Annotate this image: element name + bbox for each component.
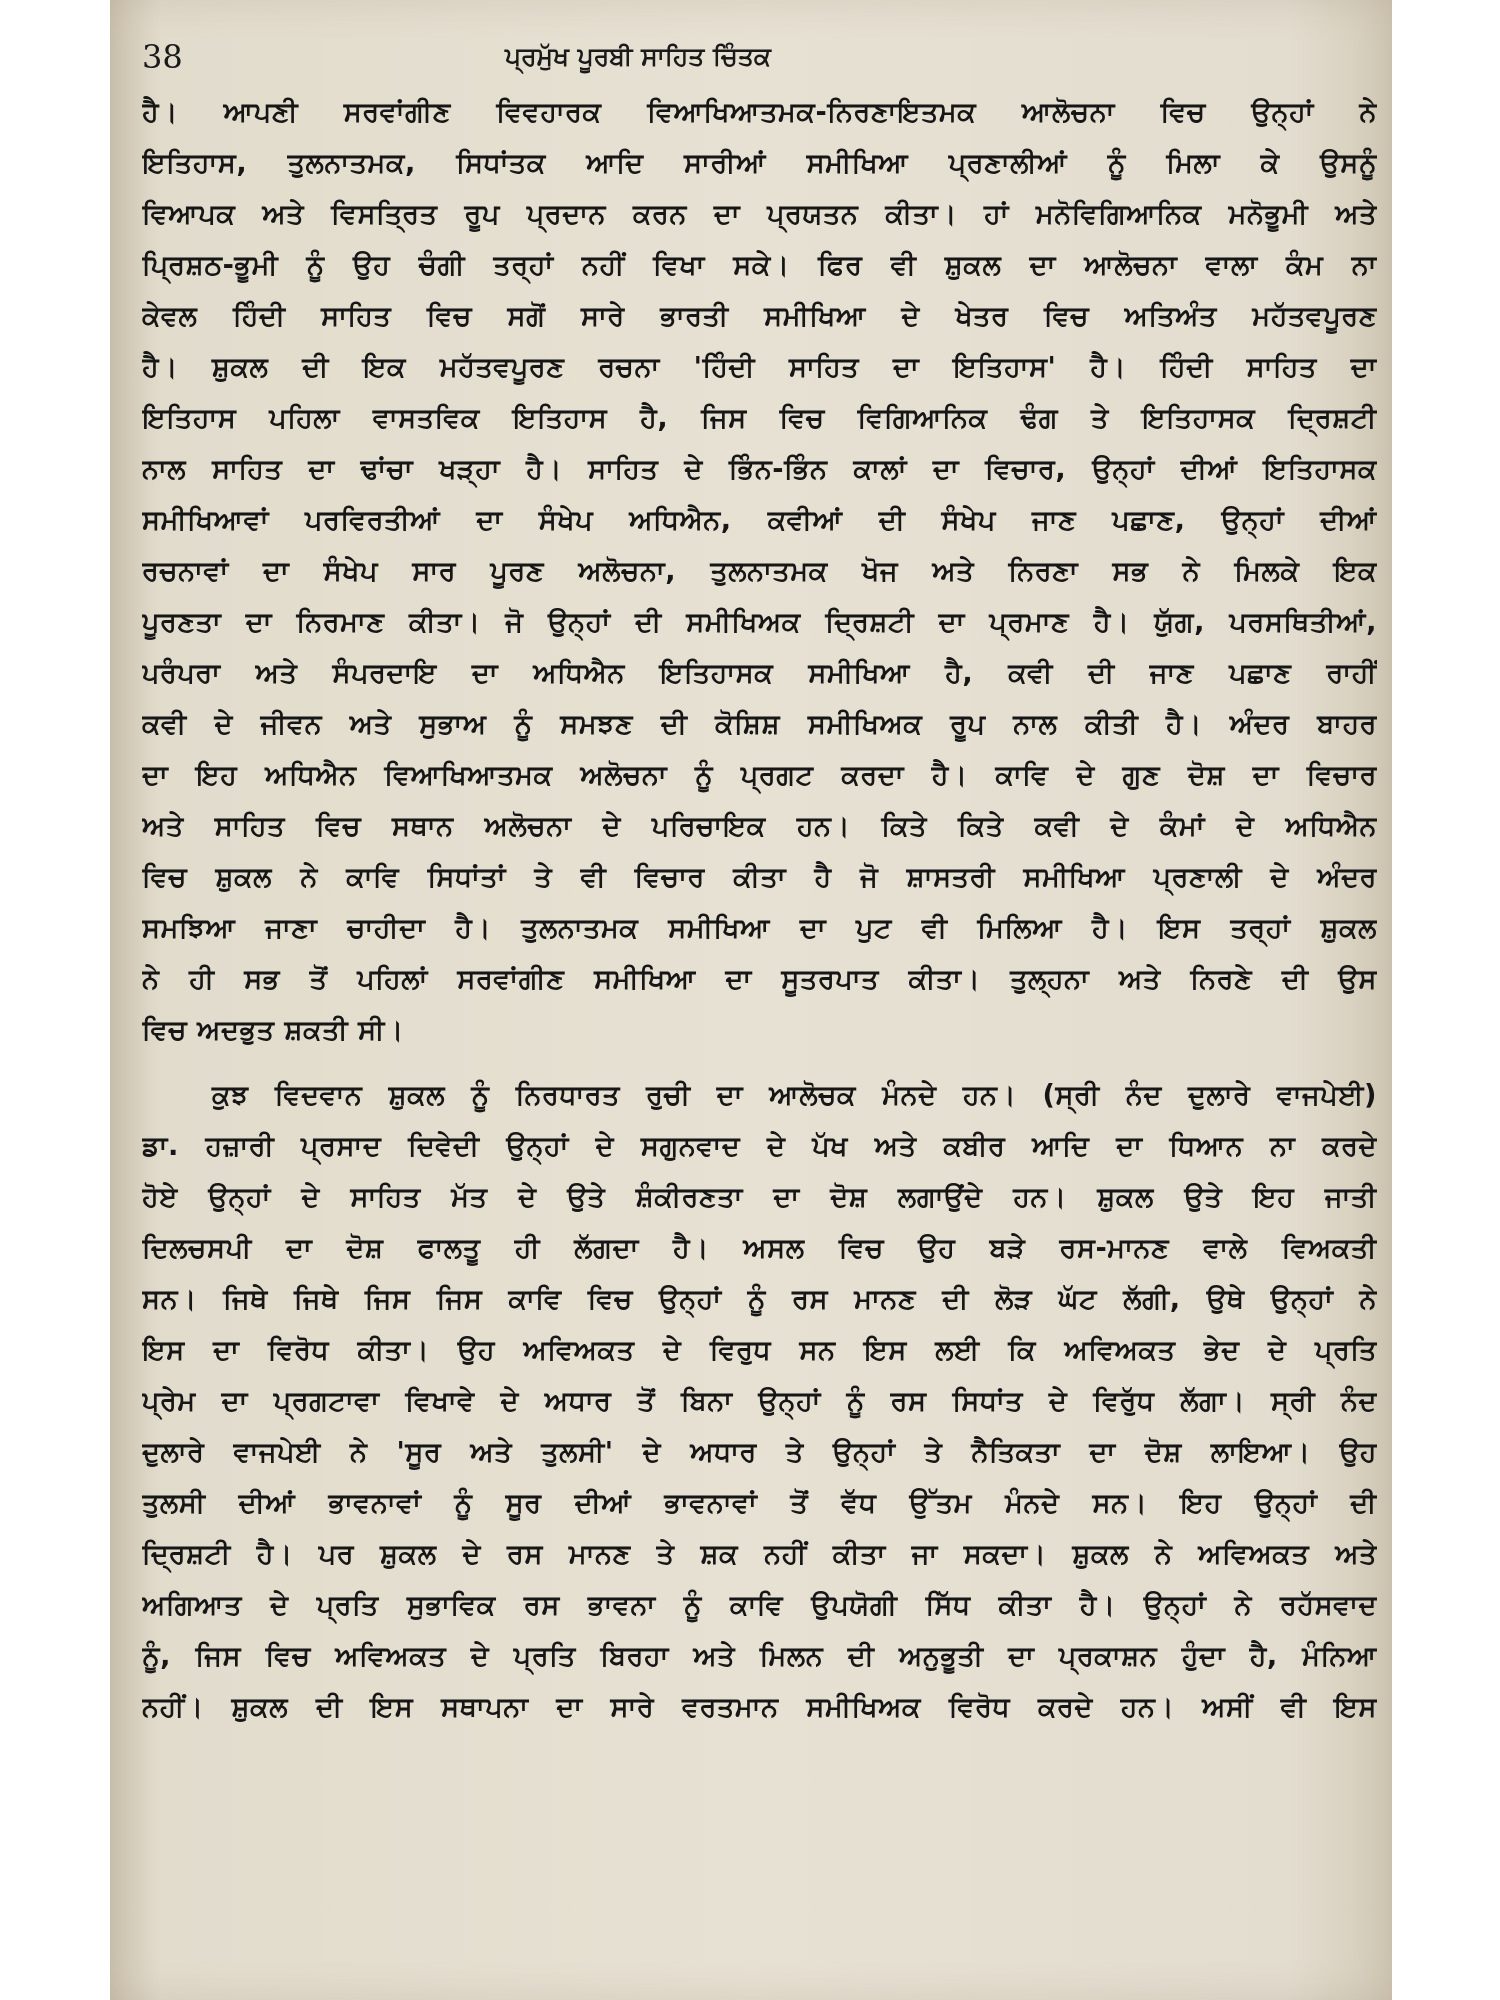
text-line: ਵਿਆਪਕ ਅਤੇ ਵਿਸਤ੍ਰਿਤ ਰੂਪ ਪ੍ਰਦਾਨ ਕਰਨ ਦਾ ਪ੍ਰਯਤਨ ਕੀਤਾ। ਹਾਂ ਮਨੋਵਿਗਿਆਨਿਕ ਮਨੋਭੂਮੀ ਅਤੇ — [142, 199, 1377, 230]
text-line: ਦਾ ਇਹ ਅਧਿਐਨ ਵਿਆਖਿਆਤਮਕ ਅਲੋਚਨਾ ਨੂੰ ਪ੍ਰਗਟ ਕਰਦਾ ਹੈ। ਕਾਵਿ ਦੇ ਗੁਣ ਦੋਸ਼ ਦਾ ਵਿਚਾਰ — [142, 760, 1377, 791]
text-line: ਡਾ. ਹਜ਼ਾਰੀ ਪ੍ਰਸਾਦ ਦਿਵੇਦੀ ਉਨ੍ਹਾਂ ਦੇ ਸਗੁਨਵਾਦ ਦੇ ਪੱਖ ਅਤੇ ਕਬੀਰ ਆਦਿ ਦਾ ਧਿਆਨ ਨਾ ਕਰਦੇ — [142, 1131, 1377, 1162]
text-line: ਪੂਰਣਤਾ ਦਾ ਨਿਰਮਾਣ ਕੀਤਾ। ਜੋ ਉਨ੍ਹਾਂ ਦੀ ਸਮੀਖਿਅਕ ਦ੍ਰਿਸ਼ਟੀ ਦਾ ਪ੍ਰਮਾਣ ਹੈ। ਯੁੱਗ, ਪਰਸਥਿਤੀਆਂ, — [142, 607, 1377, 638]
paragraph-2 — [142, 1070, 1377, 1733]
text-line: ਇਸ ਦਾ ਵਿਰੋਧ ਕੀਤਾ। ਉਹ ਅਵਿਅਕਤ ਦੇ ਵਿਰੁਧ ਸਨ ਇਸ ਲਈ ਕਿ ਅਵਿਅਕਤ ਭੇਦ ਦੇ ਪ੍ਰਤਿ — [142, 1335, 1377, 1366]
text-line: ਰਚਨਾਵਾਂ ਦਾ ਸੰਖੇਪ ਸਾਰ ਪੂਰਣ ਅਲੋਚਨਾ, ਤੁਲਨਾਤਮਕ ਖੋਜ ਅਤੇ ਨਿਰਣਾ ਸਭ ਨੇ ਮਿਲਕੇ ਇਕ — [142, 556, 1377, 587]
text-line: ਦੁਲਾਰੇ ਵਾਜਪੇਈ ਨੇ 'ਸੂਰ ਅਤੇ ਤੁਲਸੀ' ਦੇ ਅਧਾਰ ਤੇ ਉਨ੍ਹਾਂ ਤੇ ਨੈਤਿਕਤਾ ਦਾ ਦੋਸ਼ ਲਾਇਆ। ਉਹ — [142, 1437, 1377, 1468]
body-text — [142, 87, 1377, 1733]
text-line: ਹੈ। ਸ਼ੁਕਲ ਦੀ ਇਕ ਮਹੱਤਵਪੂਰਣ ਰਚਨਾ 'ਹਿੰਦੀ ਸਾਹਿਤ ਦਾ ਇਤਿਹਾਸ' ਹੈ। ਹਿੰਦੀ ਸਾਹਿਤ ਦਾ — [142, 352, 1377, 383]
text-line: ਹੈ। ਆਪਣੀ ਸਰਵਾਂਗੀਣ ਵਿਵਹਾਰਕ ਵਿਆਖਿਆਤਮਕ-ਨਿਰਣਾਇਤਮਕ ਆਲੋਚਨਾ ਵਿਚ ਉਨ੍ਹਾਂ ਨੇ — [142, 97, 1377, 128]
text-line: ਨੇ ਹੀ ਸਭ ਤੋਂ ਪਹਿਲਾਂ ਸਰਵਾਂਗੀਣ ਸਮੀਖਿਆ ਦਾ ਸੂਤਰਪਾਤ ਕੀਤਾ। ਤੁਲ੍ਹਨਾ ਅਤੇ ਨਿਰਣੇ ਦੀ ਉਸ — [142, 964, 1377, 995]
page-header — [110, 38, 1392, 78]
text-line: ਕੇਵਲ ਹਿੰਦੀ ਸਾਹਿਤ ਵਿਚ ਸਗੋਂ ਸਾਰੇ ਭਾਰਤੀ ਸਮੀਖਿਆ ਦੇ ਖੇਤਰ ਵਿਚ ਅਤਿਅੰਤ ਮਹੱਤਵਪੂਰਣ — [142, 301, 1377, 332]
text-line: ਵਿਚ ਅਦਭੁਤ ਸ਼ਕਤੀ ਸੀ। — [142, 1015, 404, 1046]
book-page — [110, 0, 1392, 2000]
text-line: ਕਵੀ ਦੇ ਜੀਵਨ ਅਤੇ ਸੁਭਾਅ ਨੂੰ ਸਮਝਣ ਦੀ ਕੋਸ਼ਿਸ਼ ਸਮੀਖਿਅਕ ਰੂਪ ਨਾਲ ਕੀਤੀ ਹੈ। ਅੰਦਰ ਬਾਹਰ — [142, 709, 1377, 740]
text-line: ਦ੍ਰਿਸ਼ਟੀ ਹੈ। ਪਰ ਸ਼ੁਕਲ ਦੇ ਰਸ ਮਾਨਣ ਤੇ ਸ਼ਕ ਨਹੀਂ ਕੀਤਾ ਜਾ ਸਕਦਾ। ਸ਼ੁਕਲ ਨੇ ਅਵਿਅਕਤ ਅਤੇ — [142, 1539, 1377, 1570]
text-line: ਸਮਝਿਆ ਜਾਣਾ ਚਾਹੀਦਾ ਹੈ। ਤੁਲਨਾਤਮਕ ਸਮੀਖਿਆ ਦਾ ਪੁਟ ਵੀ ਮਿਲਿਆ ਹੈ। ਇਸ ਤਰ੍ਹਾਂ ਸ਼ੁਕਲ — [142, 913, 1377, 944]
text-line: ਨਹੀਂ। ਸ਼ੁਕਲ ਦੀ ਇਸ ਸਥਾਪਨਾ ਦਾ ਸਾਰੇ ਵਰਤਮਾਨ ਸਮੀਖਿਅਕ ਵਿਰੋਧ ਕਰਦੇ ਹਨ। ਅਸੀਂ ਵੀ ਇਸ — [142, 1692, 1377, 1723]
text-line: ਪ੍ਰੇਮ ਦਾ ਪ੍ਰਗਟਾਵਾ ਵਿਖਾਵੇ ਦੇ ਅਧਾਰ ਤੋਂ ਬਿਨਾ ਉਨ੍ਹਾਂ ਨੂੰ ਰਸ ਸਿਧਾਂਤ ਦੇ ਵਿਰੁੱਧ ਲੱਗਾ। ਸ੍ਰੀ ਨੰਦ — [142, 1386, 1377, 1417]
text-line: ਤੁਲਸੀ ਦੀਆਂ ਭਾਵਨਾਵਾਂ ਨੂੰ ਸੂਰ ਦੀਆਂ ਭਾਵਨਾਵਾਂ ਤੋਂ ਵੱਧ ਉੱਤਮ ਮੰਨਦੇ ਸਨ। ਇਹ ਉਨ੍ਹਾਂ ਦੀ — [142, 1488, 1377, 1519]
text-line: ਨਾਲ ਸਾਹਿਤ ਦਾ ਢਾਂਚਾ ਖੜ੍ਹਾ ਹੈ। ਸਾਹਿਤ ਦੇ ਭਿੰਨ-ਭਿੰਨ ਕਾਲਾਂ ਦਾ ਵਿਚਾਰ, ਉਨ੍ਹਾਂ ਦੀਆਂ ਇਤਿਹਾਸਕ — [142, 454, 1377, 485]
text-line: ਵਿਚ ਸ਼ੁਕਲ ਨੇ ਕਾਵਿ ਸਿਧਾਂਤਾਂ ਤੇ ਵੀ ਵਿਚਾਰ ਕੀਤਾ ਹੈ ਜੋ ਸ਼ਾਸਤਰੀ ਸਮੀਖਿਆ ਪ੍ਰਣਾਲੀ ਦੇ ਅੰਦਰ — [142, 862, 1377, 893]
page-number: 38 — [142, 38, 183, 76]
text-line: ਕੁਝ ਵਿਦਵਾਨ ਸ਼ੁਕਲ ਨੂੰ ਨਿਰਧਾਰਤ ਰੁਚੀ ਦਾ ਆਲੋਚਕ ਮੰਨਦੇ ਹਨ। (ਸ੍ਰੀ ਨੰਦ ਦੁਲਾਰੇ ਵਾਜਪੇਈ) — [212, 1080, 1377, 1111]
text-line: ਦਿਲਚਸਪੀ ਦਾ ਦੋਸ਼ ਫਾਲਤੂ ਹੀ ਲੱਗਦਾ ਹੈ। ਅਸਲ ਵਿਚ ਉਹ ਬੜੇ ਰਸ-ਮਾਨਣ ਵਾਲੇ ਵਿਅਕਤੀ — [142, 1233, 1377, 1264]
text-line: ਇਤਿਹਾਸ ਪਹਿਲਾ ਵਾਸਤਵਿਕ ਇਤਿਹਾਸ ਹੈ, ਜਿਸ ਵਿਚ ਵਿਗਿਆਨਿਕ ਢੰਗ ਤੇ ਇਤਿਹਾਸਕ ਦ੍ਰਿਸ਼ਟੀ — [142, 403, 1377, 434]
text-line: ਸਮੀਖਿਆਵਾਂ ਪਰਵਿਰਤੀਆਂ ਦਾ ਸੰਖੇਪ ਅਧਿਐਨ, ਕਵੀਆਂ ਦੀ ਸੰਖੇਪ ਜਾਣ ਪਛਾਣ, ਉਨ੍ਹਾਂ ਦੀਆਂ — [142, 505, 1377, 536]
text-line: ਸਨ। ਜਿਥੇ ਜਿਥੇ ਜਿਸ ਜਿਸ ਕਾਵਿ ਵਿਚ ਉਨ੍ਹਾਂ ਨੂੰ ਰਸ ਮਾਨਣ ਦੀ ਲੋੜ ਘੱਟ ਲੱਗੀ, ਉਥੇ ਉਨ੍ਹਾਂ ਨੇ — [142, 1284, 1377, 1315]
text-line: ਨੂੰ, ਜਿਸ ਵਿਚ ਅਵਿਅਕਤ ਦੇ ਪ੍ਰਤਿ ਬਿਰਹਾ ਅਤੇ ਮਿਲਨ ਦੀ ਅਨੁਭੂਤੀ ਦਾ ਪ੍ਰਕਾਸ਼ਨ ਹੁੰਦਾ ਹੈ, ਮੰਨਿਆ — [142, 1641, 1377, 1672]
running-title: ਪ੍ਰਮੁੱਖ ਪੂਰਬੀ ਸਾਹਿਤ ਚਿੰਤਕ — [505, 42, 771, 71]
text-line: ਪ੍ਰਿਸ਼ਠ-ਭੂਮੀ ਨੂੰ ਉਹ ਚੰਗੀ ਤਰ੍ਹਾਂ ਨਹੀਂ ਵਿਖਾ ਸਕੇ। ਫਿਰ ਵੀ ਸ਼ੁਕਲ ਦਾ ਆਲੋਚਨਾ ਵਾਲਾ ਕੰਮ ਨਾ — [142, 250, 1377, 281]
text-line: ਅਤੇ ਸਾਹਿਤ ਵਿਚ ਸਥਾਨ ਅਲੋਚਨਾ ਦੇ ਪਰਿਚਾਇਕ ਹਨ। ਕਿਤੇ ਕਿਤੇ ਕਵੀ ਦੇ ਕੰਮਾਂ ਦੇ ਅਧਿਐਨ — [142, 811, 1377, 842]
text-line: ਪਰੰਪਰਾ ਅਤੇ ਸੰਪਰਦਾਇ ਦਾ ਅਧਿਐਨ ਇਤਿਹਾਸਕ ਸਮੀਖਿਆ ਹੈ, ਕਵੀ ਦੀ ਜਾਣ ਪਛਾਣ ਰਾਹੀਂ — [142, 658, 1377, 689]
text-line: ਹੋਏ ਉਨ੍ਹਾਂ ਦੇ ਸਾਹਿਤ ਮੱਤ ਦੇ ਉਤੇ ਸ਼ੰਕੀਰਣਤਾ ਦਾ ਦੋਸ਼ ਲਗਾਉਂਦੇ ਹਨ। ਸ਼ੁਕਲ ਉਤੇ ਇਹ ਜਾਤੀ — [142, 1182, 1377, 1213]
text-line: ਇਤਿਹਾਸ, ਤੁਲਨਾਤਮਕ, ਸਿਧਾਂਤਕ ਆਦਿ ਸਾਰੀਆਂ ਸਮੀਖਿਆ ਪ੍ਰਣਾਲੀਆਂ ਨੂੰ ਮਿਲਾ ਕੇ ਉਸਨੂੰ — [142, 148, 1377, 179]
text-line: ਅਗਿਆਤ ਦੇ ਪ੍ਰਤਿ ਸੁਭਾਵਿਕ ਰਸ ਭਾਵਨਾ ਨੂੰ ਕਾਵਿ ਉਪਯੋਗੀ ਸਿੱਧ ਕੀਤਾ ਹੈ। ਉਨ੍ਹਾਂ ਨੇ ਰਹੱਸਵਾਦ — [142, 1590, 1377, 1621]
paragraph-1 — [142, 87, 1377, 1056]
